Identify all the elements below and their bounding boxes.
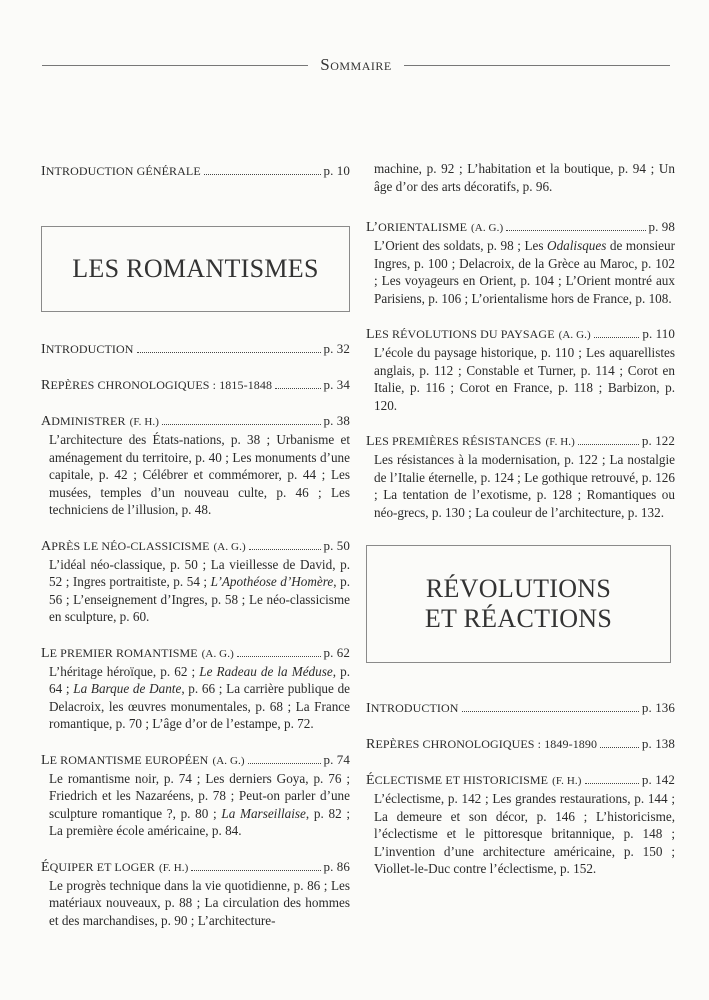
section-title-line-1: RÉVOLUTIONS	[425, 574, 612, 603]
entry-label[interactable]: L’ORIENTALISME	[366, 220, 468, 235]
entry-label[interactable]: LE PREMIER ROMANTISME	[41, 645, 198, 661]
leader-dots	[585, 783, 639, 784]
entry-body: Le progrès technique dans la vie quotidienne, p. 86 ; Les matériaux nouveaux, p. 88 ; La circulation des hommes et des marchandises, p. 90 ; L’architecture-	[49, 877, 350, 928]
entry-page: p. 34	[323, 377, 350, 392]
entry-body: Le romantisme noir, p. 74 ; Les derniers Goya, p. 76 ; Friedrich et les Nazaréens, p. 78 ; Peut-on parler d’une sculpture romantique ?, p. 80 ; La Marseillaise, p. 82 ; La première école américaine, p. 84.	[49, 770, 350, 838]
leader-dots	[248, 763, 321, 764]
artwork-title: La Barque de Dante	[73, 681, 182, 696]
toc-entry-intro-general	[41, 162, 350, 180]
entry-label[interactable]: INTRODUCTION GÉNÉRALE	[41, 164, 201, 179]
leader-dots	[162, 424, 320, 425]
entry-label[interactable]: INTRODUCTION	[41, 342, 134, 357]
entry-body: L’Orient des soldats, p. 98 ; Les Odalisques de monsieur Ingres, p. 100 ; Delacroix, de la Grèce au Maroc, p. 102 ; Les voyageurs en Orient, p. 104 ; L’Orient montré aux Parisiens, p. 106 ; L’orientalisme hors de France, p. 108.	[374, 238, 676, 306]
leader-dots	[249, 549, 321, 550]
toc-entry	[41, 537, 350, 626]
entry-page: p. 110	[642, 326, 675, 341]
entry-body: Les résistances à la modernisation, p. 122 ; La nostalgie de l’Italie éternelle, p. 124 ; Le gothique retrouvé, p. 126 ; La tentation de l’exotisme, p. 128 ; Romantiques ou néo-grecs, p. 130 ; La couleur de l’architecture, p. 132.	[374, 452, 675, 520]
page-title: Sommaire	[320, 55, 392, 74]
entry-label[interactable]: REPÈRES CHRONOLOGIQUES : 1849-1890	[366, 737, 598, 752]
leader-dots	[506, 230, 645, 231]
leader-dots	[204, 174, 321, 175]
toc-entry	[41, 751, 350, 840]
toc-entry	[41, 340, 350, 358]
leader-dots	[137, 352, 321, 353]
entry-label[interactable]: INTRODUCTION	[366, 701, 459, 716]
entry-label[interactable]: REPÈRES CHRONOLOGIQUES : 1815-1848	[41, 378, 273, 393]
entry-page: p. 32	[323, 341, 350, 356]
leader-dots	[594, 337, 640, 338]
toc-entry	[41, 644, 350, 733]
section-title-box	[366, 545, 671, 663]
entry-body: L’héritage héroïque, p. 62 ; Le Radeau de la Méduse, p. 64 ; La Barque de Dante, p. 66 ; La carrière publique de Delacroix, les œuvres monumentales, p. 68 ; La France romantique, p. 70 ; L’âge d’or de l’estampe, p. 72.	[49, 663, 351, 731]
entry-page: p. 10	[323, 163, 350, 178]
artwork-title: Odalisques	[547, 238, 607, 253]
left-column	[41, 162, 350, 947]
entry-author: (A. G.)	[213, 540, 246, 553]
toc-entry	[366, 325, 675, 414]
entry-page: p. 98	[648, 219, 675, 234]
entry-body: L’école du paysage historique, p. 110 ; Les aquarellistes anglais, p. 112 ; Constable et Turner, p. 114 ; Corot en Italie, p. 116 ; Corot en France, p. 118 ; Barbizon, p. 120.	[374, 345, 675, 413]
artwork-title: L’Apothéose d’Homère	[210, 574, 334, 589]
entry-page: p. 136	[641, 700, 675, 715]
entry-page: p. 38	[323, 413, 350, 428]
entry-author: (A. G.)	[558, 329, 591, 341]
leader-dots	[275, 388, 320, 389]
header-rule-right	[404, 65, 670, 66]
entry-author: (A. G.)	[212, 754, 245, 767]
entry-body: L’architecture des États-nations, p. 38 ; Urbanisme et aménagement du territoire, p. 40 ; Les monuments d’une capitale, p. 42 ; Célébrer et commémorer, p. 44 ; Les musées, temples d’un nouveau culte, p. 46 ; Les techniciens de l’illusion, p. 48.	[49, 432, 350, 517]
entry-page: p. 62	[323, 644, 350, 660]
entry-page: p. 138	[641, 736, 675, 751]
entry-label[interactable]: ÉQUIPER ET LOGER	[41, 859, 155, 875]
section-title: LES ROMANTISMES	[72, 254, 319, 283]
right-column	[366, 162, 675, 896]
entry-author: (F. H.)	[158, 861, 189, 874]
entry-label[interactable]: ÉCLECTISME ET HISTORICISME	[366, 773, 549, 788]
toc-entry	[41, 412, 350, 519]
entry-author: (A. G.)	[471, 222, 504, 234]
toc-entry	[41, 376, 350, 394]
entry-label[interactable]: LE ROMANTISME EUROPÉEN	[41, 752, 209, 768]
artwork-title: Le Radeau de la Méduse	[199, 663, 333, 679]
entry-author: (A. G.)	[201, 647, 234, 660]
entry-author: (F. H.)	[552, 775, 582, 787]
leader-dots	[578, 444, 639, 445]
toc-entry	[366, 432, 675, 521]
page-header	[42, 54, 670, 76]
entry-author: (F. H.)	[129, 416, 160, 428]
entry-label[interactable]: LES RÉVOLUTIONS DU PAYSAGE	[366, 327, 555, 342]
entry-page: p. 86	[323, 858, 350, 874]
entry-page: p. 142	[641, 772, 675, 787]
entry-page: p. 122	[641, 433, 675, 448]
entry-label[interactable]: LES PREMIÈRES RÉSISTANCES	[366, 434, 542, 449]
entry-body: L’éclectisme, p. 142 ; Les grandes restaurations, p. 144 ; La demeure et son décor, p. 146 ; L’historicisme, l’éclectisme et le pittoresque britannique, p. 148 ; L’invention d’une architecture américaine, p. 150 ; Viollet-le-Duc contre l’éclectisme, p. 152.	[374, 791, 675, 876]
toc-entry	[366, 699, 675, 717]
entry-page: p. 74	[323, 751, 350, 767]
toc-entry	[366, 735, 675, 753]
leader-dots	[462, 711, 639, 712]
toc-entry	[366, 218, 675, 307]
leader-dots	[237, 656, 321, 657]
section-title-line-2: ET RÉACTIONS	[424, 604, 613, 633]
entry-label[interactable]: APRÈS LE NÉO-CLASSICISME	[41, 538, 210, 554]
header-rule-left	[42, 65, 308, 66]
entry-page: p. 50	[323, 537, 350, 553]
entry-body: L’idéal néo-classique, p. 50 ; La vieillesse de David, p. 52 ; Ingres portraitiste, p. 54 ; L’Apothéose d’Homère, p. 56 ; L’enseignement d’Ingres, p. 58 ; Le néo-classicisme en sculpture, p. 60.	[49, 556, 350, 624]
toc-entry	[41, 858, 350, 930]
entry-body-continuation: machine, p. 92 ; L’habitation et la boutique, p. 94 ; Un âge d’or des arts décoratifs, p. 96.	[374, 161, 675, 194]
section-title-box	[41, 226, 350, 312]
entry-author: (F. H.)	[545, 436, 575, 448]
artwork-title: La Marseillaise	[221, 805, 306, 821]
leader-dots	[600, 747, 639, 748]
leader-dots	[191, 870, 320, 871]
entry-label[interactable]: ADMINISTRER	[41, 414, 126, 429]
toc-entry	[366, 771, 675, 878]
